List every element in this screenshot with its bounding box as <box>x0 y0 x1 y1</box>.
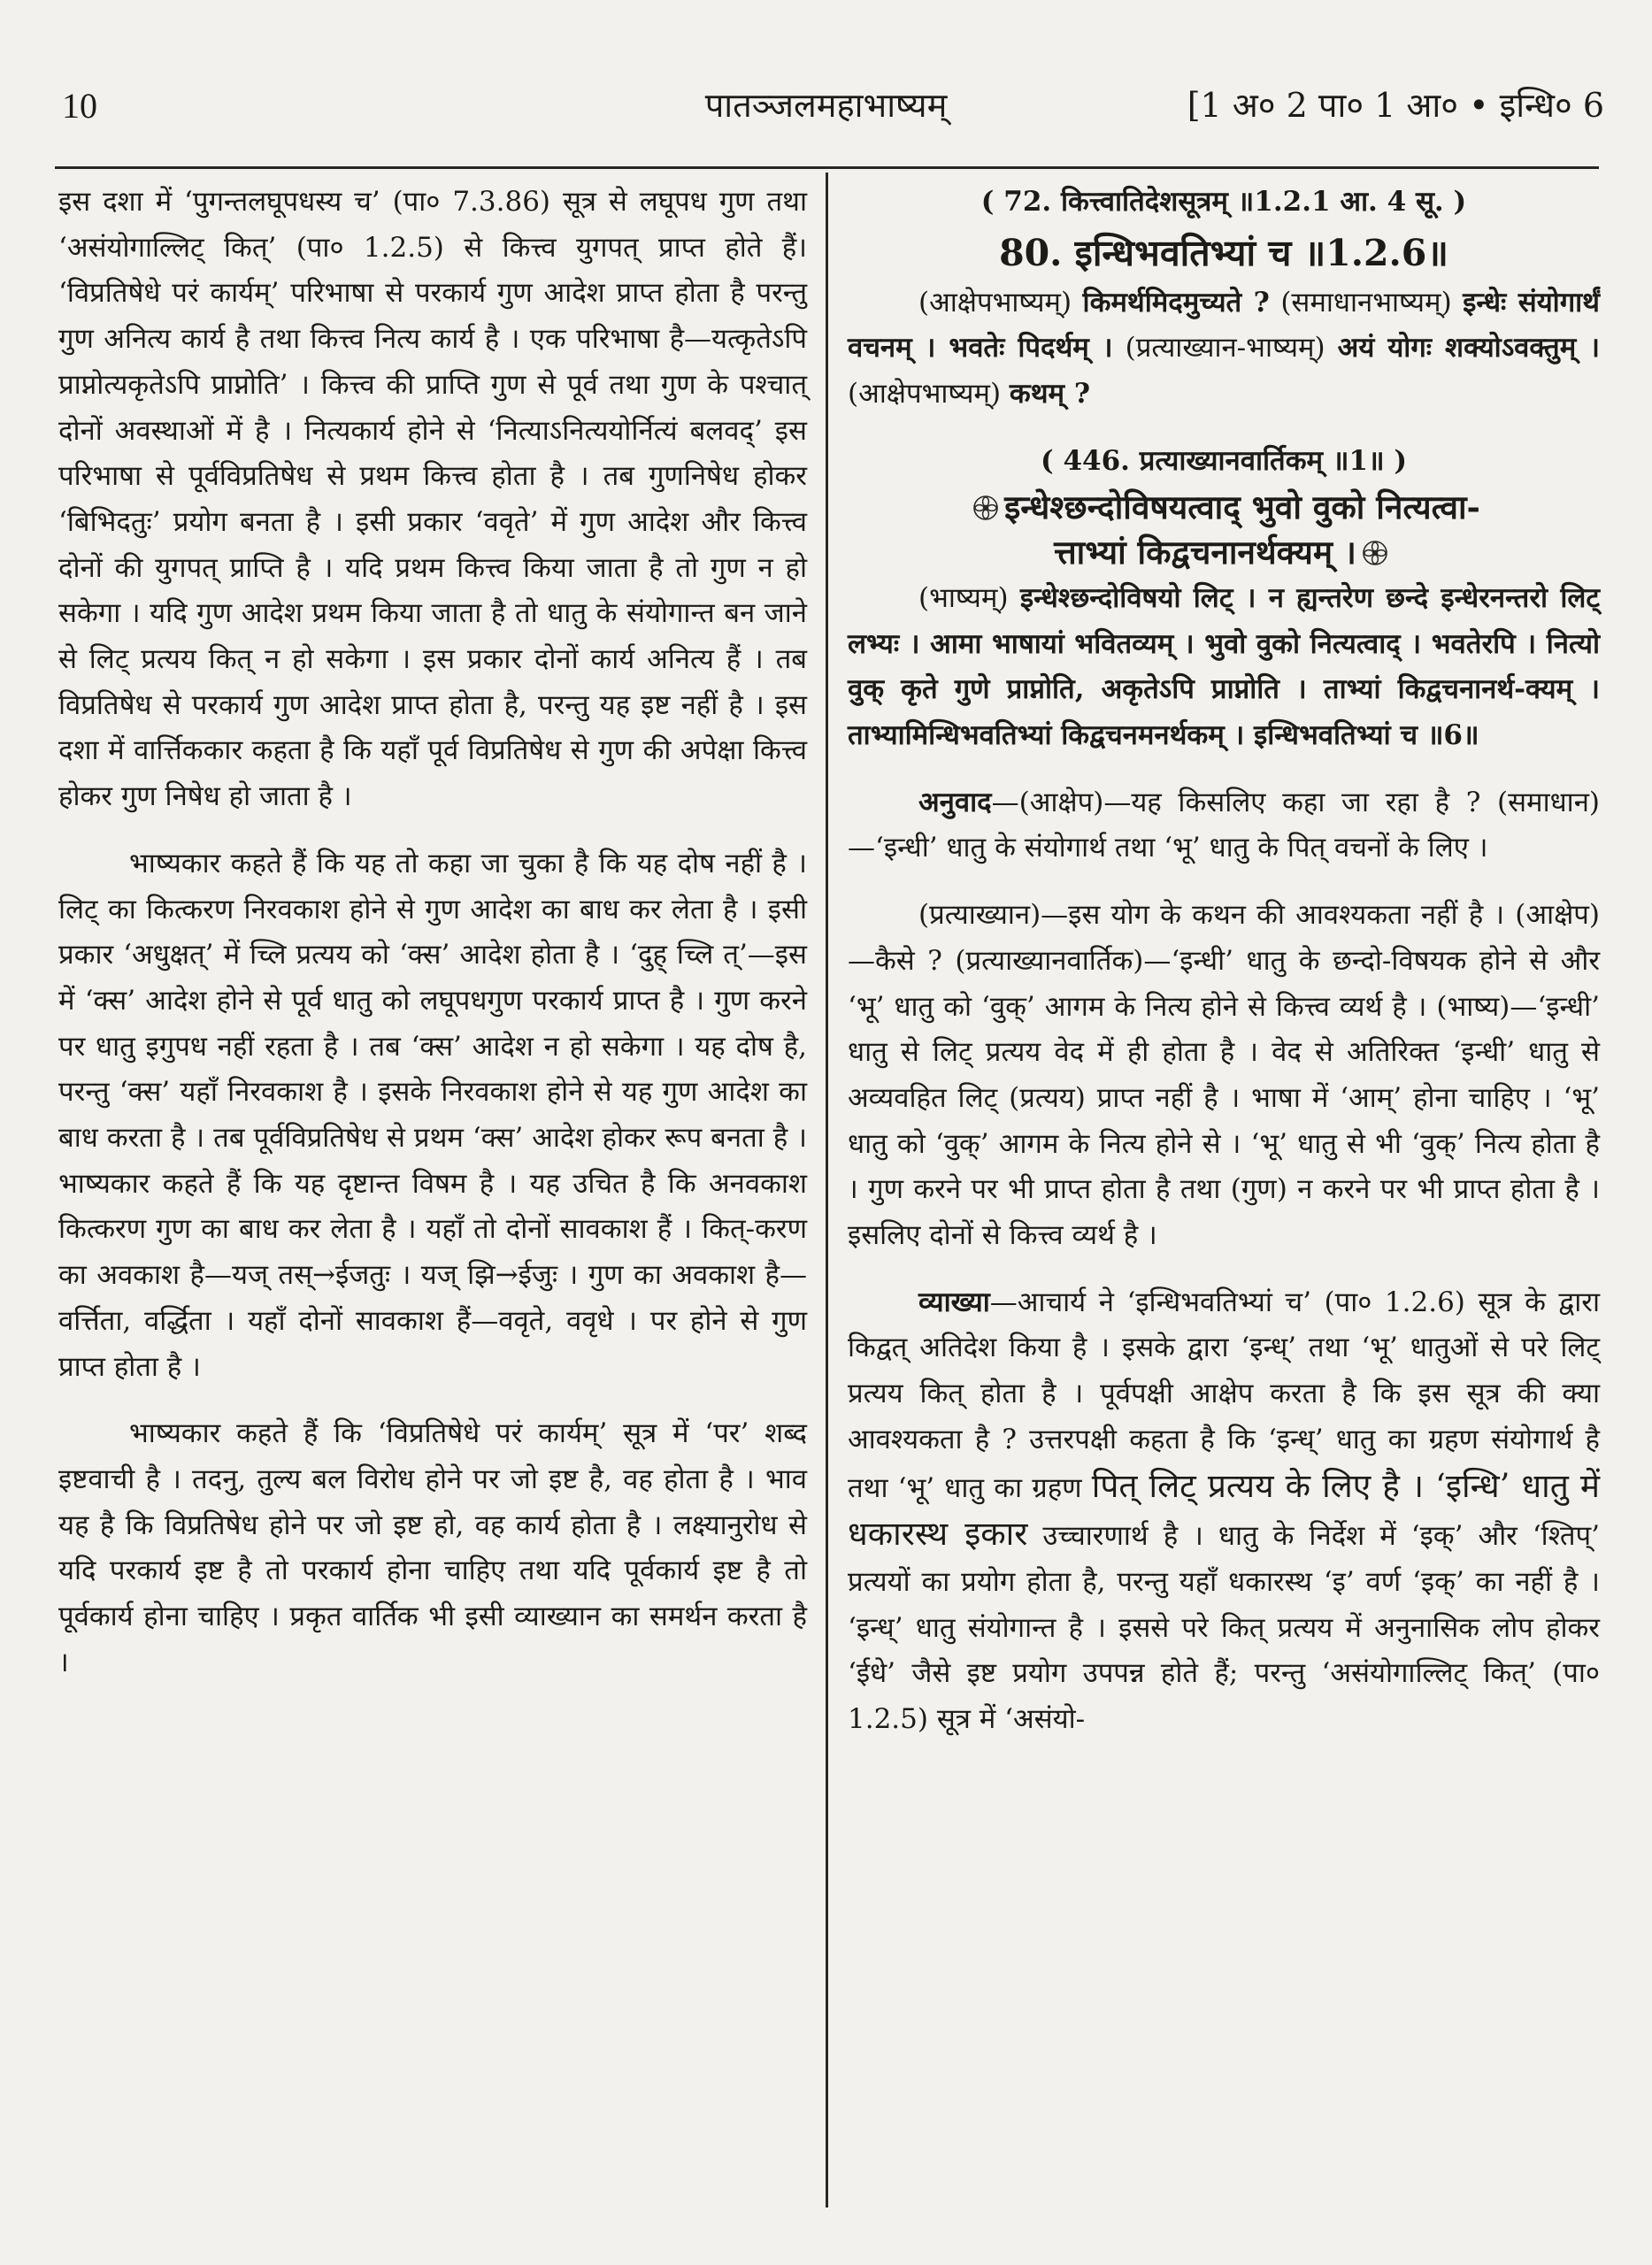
paragraph: इस दशा में ‘पुगन्तलघूपधस्य च’ (पा० 7.3.86) सूत्र से लघूपध गुण तथा ‘असंयोगाल्लिट् कित्’ (पा० 1.2.5) से कित्त्व युगपत् प्राप्त होते हैं। ‘विप्रतिषेधे परं कार्यम्’ परिभाषा से परकार्य गुण आदेश प्राप्त होता है परन्तु गुण अनित्य कार्य है तथा कित्त्व नित्य कार्य है । एक परिभाषा है—यत्कृतेऽपि प्राप्नोत्यकृतेऽपि प्राप्नोति’ । कित्त्व की प्राप्ति गुण से पूर्व तथा गुण के पश्चात् दोनों अवस्थाओं में है । नित्यकार्य होने से ‘नित्याऽनित्ययोर्नित्यं बलवद्’ इस परिभाषा से पूर्वविप्रतिषेध से प्रथम कित्त्व होता है । तब गुणनिषेध होकर ‘बिभिदतुः’ प्रयोग बनता है । इसी प्रकार ‘ववृते’ में गुण आदेश और कित्त्व दोनों की युगपत् प्राप्ति है । यदि प्रथम कित्त्व किया जाता है तो गुण न हो सकेगा । यदि गुण आदेश प्रथम किया जाता है तो धातु के संयोगान्त बन जाने से लिट् प्रत्यय कित् न हो सकेगा । इस प्रकार दोनों कार्य अनित्य हैं । तब विप्रतिषेध से परकार्य गुण आदेश प्राप्त होता है, परन्तु यह इष्ट नहीं है । इस दशा में वार्त्तिककार कहता है कि यहाँ पूर्व विप्रतिषेध से गुण की अपेक्षा कित्त्व होकर गुण निषेध हो जाता है । <box>58 186 807 813</box>
vartika-line-1 <box>848 485 1600 531</box>
sutra-heading: 80. इन्धिभवतिभ्यां च ॥1.2.6॥ <box>999 231 1448 274</box>
book-title: पातञ्जलमहाभाष्यम् <box>704 86 948 125</box>
vyakhya-label: व्याख्या <box>918 1286 990 1318</box>
anuvad-text: —(आक्षेप)—यह किसलिए कहा जा रहा है ? (समाधान)—‘इन्धी’ धातु के संयोगार्थ तथा ‘भू’ धातु के पित् वचनों के लिए । <box>848 786 1600 864</box>
vartika-text: त्ताभ्यां किद्वचनानर्थक्यम् । <box>1054 533 1356 572</box>
anuvad-paragraph <box>848 780 1600 871</box>
bhashya-text: किमर्थमिदमुच्यते ? <box>1082 286 1270 319</box>
left-column <box>58 180 807 1686</box>
page-number: 10 <box>62 86 97 126</box>
paragraph: भाष्यकार कहते हैं कि यह तो कहा जा चुका है कि यह दोष नहीं है । लिट् का कित्करण निरवकाश होने से गुण आदेश का बाध कर लेता है । इसी प्रकार ‘अधुक्षत्’ में च्लि प्रत्यय को ‘क्स’ आदेश होता है । ‘दुह् च्लि त्’—इस में ‘क्स’ आदेश होने से पूर्व धातु को लघूपधगुण परकार्य प्राप्त है । गुण करने पर धातु इगुपध नहीं रहता है । तब ‘क्स’ आदेश न हो सकेगा । यह दोष है, परन्तु ‘क्स’ यहाँ निरवकाश है । इसके निरवकाश होने से यह गुण आदेश का बाध करता है । तब पूर्वविप्रतिषेध से प्रथम ‘क्स’ आदेश होकर रूप बनता है । भाष्यकार कहते हैं कि यह दृष्टान्त विषम है । यह उचित है कि अनवकाश कित्करण गुण का बाध कर लेता है । यहाँ तो दोनों सावकाश हैं । कित्-करण का अवकाश है—यज् तस्→ईजतुः । यज् झि→ईजुः । गुण का अवकाश है—वर्त्तिता, वर्द्धिता । यहाँ दोनों सावकाश हैं—ववृते, ववृधे । पर होने से गुण प्राप्त होता है । <box>58 847 807 1383</box>
header-divider <box>55 166 1599 169</box>
right-column <box>848 180 1600 1743</box>
page-header <box>0 0 1652 177</box>
column-divider <box>826 173 828 2207</box>
pratyakhyan-paragraph: (प्रत्याख्यान)—इस योग के कथन की आवश्यकता नहीं है । (आक्षेप)—कैसे ? (प्रत्याख्यानवार्तिक)—‘इन्धी’ धातु के छन्दो-विषयक होने से और ‘भू’ धातु को ‘वुक्’ आगम के नित्य होने से कित्त्व व्यर्थ है । (भाष्य)—‘इन्धी’ धातु से लिट् प्रत्यय वेद में ही होता है । वेद से अतिरिक्त ‘इन्धी’ धातु से अव्यवहित लिट् (प्रत्यय) प्राप्त नहीं है । भाषा में ‘आम्’ होना चाहिए । ‘भू’ धातु को ‘वुक्’ आगम के नित्य होने से । ‘भू’ धातु से भी ‘वुक्’ नित्य होता है । गुण करने पर भी प्राप्त होता है तथा (गुण) न करने पर भी प्राप्त होता है । इसलिए दोनों से कित्त्व व्यर्थ है । <box>848 899 1600 1252</box>
lotus-flower-icon <box>1362 540 1388 566</box>
anuvad-label: अनुवाद <box>918 786 992 818</box>
sutra-reference: ( 72. कित्त्वातिदेशसूत्रम् ॥1.2.1 आ. 4 सू. ) <box>980 186 1467 218</box>
bhashya-label: (आक्षेपभाष्यम्) <box>848 378 1010 411</box>
vyakhya-text: —आचार्य ने ‘इन्धिभवतिभ्यां च’ (पा० 1.2.6) सूत्र के द्वारा किद्वत् अतिदेश किया है । इसके द्वारा ‘इन्ध्’ तथा ‘भू’ धातुओं से परे लिट् प्रत्यय कित् होता है । पूर्वपक्षी आक्षेप करता है कि इस सूत्र की क्या आवश्यकता है ? उत्तरपक्षी कहता है कि ‘इन्ध्’ धातु का ग्रहण संयोगार्थ है तथा ‘भू’ धातु का ग्रहण <box>848 1286 1600 1504</box>
bhashya-text: इन्धेः संयोगार्थं वचनम् । भवतेः पिदर्थम् । <box>848 286 1600 365</box>
vyakhya-text: उच्चारणार्थ है । धातु के निर्देश में ‘इक्’ और ‘श्तिप्’ प्रत्ययों का प्रयोग होता है, परन्तु यहाँ धकारस्थ ‘इ’ वर्ण ‘इक्’ का नहीं है । ‘इन्ध्’ धातु संयोगान्त है । इससे परे कित् प्रत्यय में अनुनासिक लोप होकर ‘ईधे’ जैसे इष्ट प्रयोग उपपन्न होते हैं; परन्तु ‘असंयोगाल्लिट् कित्’ (पा० 1.2.5) सूत्र में ‘असंयो- <box>848 1520 1601 1736</box>
vartika-line-2 <box>848 530 1600 576</box>
bhashya-label: (प्रत्याख्यान-भाष्यम्) <box>1112 332 1338 365</box>
vartika-reference: ( 446. प्रत्याख्यानवार्तिकम् ॥1॥ ) <box>1040 444 1407 477</box>
lotus-flower-icon <box>972 495 999 521</box>
bhashya-passage <box>848 280 1600 418</box>
vartika-text: इन्धेश्छन्दोविषयत्वाद् भुवो वुको नित्यत्वा- <box>1004 487 1480 526</box>
bhashya-passage-2 <box>848 576 1600 759</box>
vyakhya-paragraph <box>848 1280 1600 1743</box>
bhashya-label: (भाष्यम्) <box>918 581 1020 614</box>
bhashya-label: (समाधानभाष्यम्) <box>1269 286 1464 319</box>
chapter-reference: [1 अ० 2 पा० 1 आ० • इन्धि० 6 <box>1187 86 1604 125</box>
bhashya-text: कथम् ? <box>1009 378 1091 411</box>
bhashya-text: अयं योगः शक्योऽवक्तुम् । <box>1337 332 1600 365</box>
paragraph: भाष्यकार कहते हैं कि ‘विप्रतिषेधे परं कार्यम्’ सूत्र में ‘पर’ शब्द इष्टवाची है । तदनु, तुल्य बल विरोध होने पर जो इष्ट है, वह होता है । भाव यह है कि विप्रतिषेध होने पर जो इष्ट हो, वह कार्य होता है । लक्ष्यानुरोध से यदि परकार्य इष्ट है तो परकार्य होना चाहिए तथा यदि पूर्वकार्य इष्ट है तो पूर्वकार्य होना चाहिए । प्रकृत वार्तिक भी इसी व्याख्यान का समर्थन करता है । <box>58 1417 807 1678</box>
bhashya-label: (आक्षेपभाष्यम्) <box>918 286 1083 319</box>
bhashya-text: इन्धेश्छन्दोविषयो लिट् । न ह्यन्तरेण छन्दे इन्धेरनन्तरो लिट् लभ्यः । आमा भाषायां भवितव्यम् । भुवो वुको नित्यत्वाद् । भवतेरपि । नित्यो वुक् कृते गुणे प्राप्नोति, अकृतेऽपि प्राप्नोति । ताभ्यां किद्वचनानर्थ-क्यम् । ताभ्यामिन्धिभवतिभ्यां किद्वचनमनर्थकम् । इन्धिभवतिभ्यां च ॥6॥ <box>848 581 1600 752</box>
vyakhya-text-large: पित् लिट् प्रत्यय के लिए है । ‘इन्धि’ धातु में धकारस्थ इकार <box>848 1466 1601 1554</box>
